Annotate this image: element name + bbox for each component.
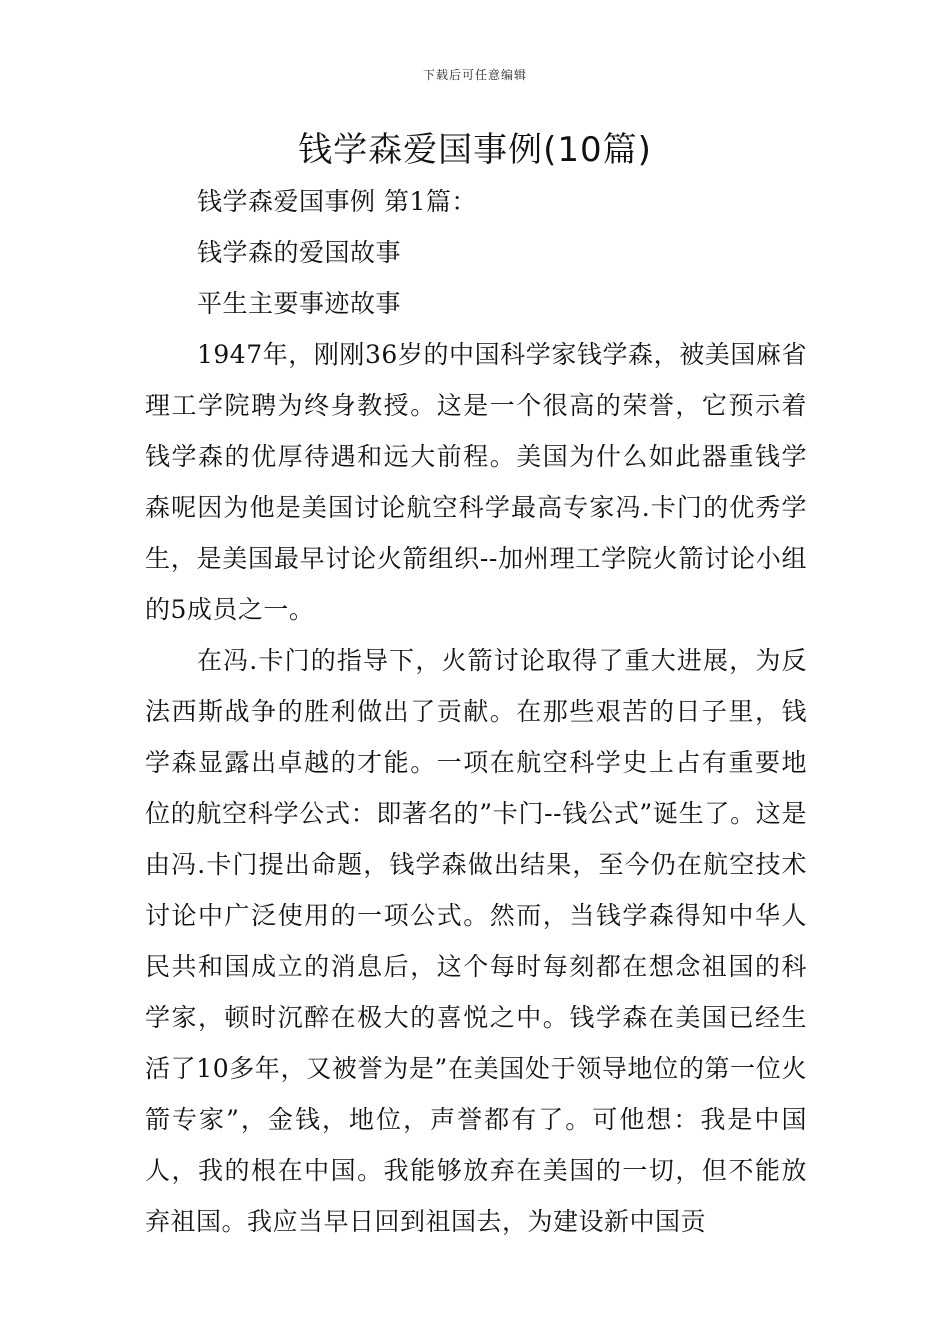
document-title: 钱学森爱国事例(10篇) xyxy=(298,130,652,170)
header-note: 下载后可任意编辑 xyxy=(422,68,527,82)
subheading-deeds: 平生主要事迹故事 xyxy=(197,289,402,318)
document-body xyxy=(145,176,807,1247)
body-paragraph: 在冯.卡门的指导下，火箭讨论取得了重大进展，为反法西斯战争的胜利做出了贡献。在那些艰苦的日子里，钱学森显露出卓越的才能。一项在航空科学史上占有重要地位的航空科学公式：即著名的”卡门--钱公式”诞生了。这是由冯.卡门提出命题，钱学森做出结果，至今仍在航空技术讨论中广泛使用的一项公式。然而，当钱学森得知中华人民共和国成立的消息后，这个每时每刻都在想念祖国的科学家，顿时沉醉在极大的喜悦之中。钱学森在美国已经生活了10多年，又被誉为是”在美国处于领导地位的第一位火箭专家”，金钱，地位，声誉都有了。可他想：我是中国人，我的根在中国。我能够放弃在美国的一切，但不能放弃祖国。我应当早日回到祖国去，为建设新中国贡 xyxy=(145,646,807,1236)
section-heading: 钱学森爱国事例 第1篇： xyxy=(197,187,477,216)
subheading-story: 钱学森的爱国故事 xyxy=(197,238,402,267)
body-paragraph: 1947年，刚刚36岁的中国科学家钱学森，被美国麻省理工学院聘为终身教授。这是一个很高的荣誉，它预示着钱学森的优厚待遇和远大前程。美国为什么如此器重钱学森呢因为他是美国讨论航空科学最高专家冯.卡门的优秀学生，是美国最早讨论火箭组织--加州理工学院火箭讨论小组的5成员之一。 xyxy=(145,340,807,624)
